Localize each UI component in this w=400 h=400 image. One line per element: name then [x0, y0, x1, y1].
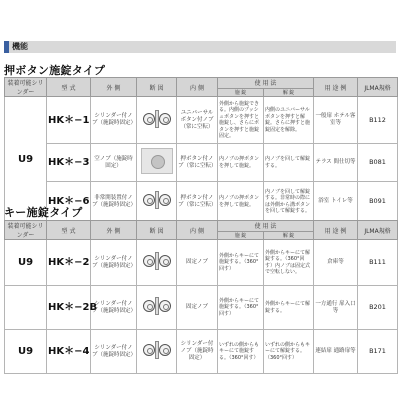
- example-cell: 倉庫等: [314, 240, 358, 286]
- spec-table-key-lock: [4, 220, 398, 374]
- model-cell: HK＊−2: [47, 240, 91, 286]
- example-cell: 一般扉 ホテル客室等: [314, 97, 358, 144]
- example-cell: テラス 間仕切等: [314, 144, 358, 182]
- unlock-usage-cell: 内側のユニバーサルボタンを押すと解錠。さらに押すと施錠固定を解除。: [264, 97, 314, 144]
- outer-cell: シリンダー付ノブ（施錠時固定）: [91, 286, 137, 330]
- diagram-cell: [137, 97, 177, 144]
- table-row: [5, 286, 398, 330]
- model-cell: HK＊−4: [47, 330, 91, 374]
- cylinder-cell: U9: [5, 240, 47, 286]
- unlock-usage-cell: 外側からキーにて解錠する。: [264, 286, 314, 330]
- outer-cell: 空ノブ（施錠時固定）: [91, 144, 137, 182]
- model-cell: HK＊−6: [47, 182, 91, 222]
- diagram-cell: [137, 286, 177, 330]
- knob-photo-icon: [141, 148, 173, 174]
- model-cell: HK＊−2B: [47, 286, 91, 330]
- outer-cell: シリンダー付ノブ（施錠時固定）: [91, 330, 137, 374]
- col-header-diagram: 断 図: [137, 221, 177, 240]
- top-margin: [0, 0, 400, 22]
- col-header-example: 用 途 例: [314, 78, 358, 97]
- col-header-outer: 外 側: [91, 221, 137, 240]
- col-header-jlma: JLMA規格: [358, 221, 398, 240]
- diagram-cell: [137, 182, 177, 222]
- outer-cell: シリンダー付ノブ（施錠時固定）: [91, 240, 137, 286]
- col-header-model: 型 式: [47, 221, 91, 240]
- section-label-bar: [4, 41, 396, 53]
- col-header-model: 型 式: [47, 78, 91, 97]
- spec-table-push-button: [4, 77, 398, 222]
- jlma-cell: B111: [358, 240, 398, 286]
- section-heading-key-lock: キー施錠タイプ: [4, 206, 83, 219]
- lock-usage-cell: 内ノブの押ボタンを押して施錠。: [218, 182, 264, 222]
- model-cell: HK＊−3: [47, 144, 91, 182]
- inner-cell: 押ボタン付ノブ（常に空転）: [177, 144, 218, 182]
- cylinder-cell: U9: [5, 330, 47, 374]
- col-header-inner: 内 側: [177, 221, 218, 240]
- lock-diagram-icon: [139, 108, 175, 130]
- col-header-jlma: JLMA規格: [358, 78, 398, 97]
- col-header-diagram: 断 図: [137, 78, 177, 97]
- lock-diagram-icon: [139, 339, 175, 361]
- table-row: [5, 330, 398, 374]
- example-cell: 一方通行 扉入口等: [314, 286, 358, 330]
- lock-usage-cell: 内ノブの押ボタンを押して施錠。: [218, 144, 264, 182]
- col-header-inner: 内 側: [177, 78, 218, 97]
- outer-cell: シリンダー付ノブ（施錠時固定）: [91, 97, 137, 144]
- col-header-usage: 使 用 法: [218, 78, 314, 89]
- diagram-cell: [137, 330, 177, 374]
- jlma-cell: B171: [358, 330, 398, 374]
- section-label: 機能: [12, 42, 28, 51]
- inner-cell: 固定ノブ: [177, 240, 218, 286]
- lock-diagram-icon: [139, 250, 175, 272]
- jlma-cell: B091: [358, 182, 398, 222]
- example-cell: 連結扉 通路扉等: [314, 330, 358, 374]
- lock-usage-cell: 外側からキーにて施錠する。（360°回す）: [218, 286, 264, 330]
- jlma-cell: B112: [358, 97, 398, 144]
- outer-cell: 非常開装置付ノブ（施錠時固定）: [91, 182, 137, 222]
- inner-cell: シリンダー付ノブ（施錠時固定）: [177, 330, 218, 374]
- cylinder-cell: [5, 286, 47, 330]
- section-heading-push-button: 押ボタン施錠タイプ: [4, 64, 106, 77]
- inner-cell: 押ボタン付ノブ（常に空転）: [177, 182, 218, 222]
- lock-diagram-icon: [139, 295, 175, 317]
- jlma-cell: B201: [358, 286, 398, 330]
- table-row: [5, 144, 398, 182]
- col-header-lock: 施 錠: [218, 88, 264, 96]
- inner-cell: ユニバーサルボタン付ノブ（常に空転）: [177, 97, 218, 144]
- diagram-cell: [137, 240, 177, 286]
- unlock-usage-cell: 内ノブを回して解錠する。非常時の際には外側から溝ボタンを回して解錠する。: [264, 182, 314, 222]
- col-header-unlock: 解 錠: [264, 231, 314, 239]
- col-header-outer: 外 側: [91, 78, 137, 97]
- lock-usage-cell: 外側から施錠できる。内側のプッシュボタンを押すと施錠し、さらにボタンを押すと施錠固定。: [218, 97, 264, 144]
- col-header-example: 用 途 例: [314, 221, 358, 240]
- lock-usage-cell: いずれの側からもキーにて施錠する。（360°回す）: [218, 330, 264, 374]
- col-header-usage: 使 用 法: [218, 221, 314, 232]
- lock-usage-cell: 外側からキーにて施錠する。（360°回す）: [218, 240, 264, 286]
- col-header-unlock: 解 錠: [264, 88, 314, 96]
- unlock-usage-cell: 内ノブを回して解錠する。: [264, 144, 314, 182]
- unlock-usage-cell: 外側からキーにて解錠する。（360°回す）内ノブは固定式で空転しない。: [264, 240, 314, 286]
- unlock-usage-cell: いずれの側からもキーにて解錠する。（360°回す）: [264, 330, 314, 374]
- model-cell: HK＊−1: [47, 97, 91, 144]
- jlma-cell: B081: [358, 144, 398, 182]
- inner-cell: 固定ノブ: [177, 286, 218, 330]
- col-header-lock: 施 錠: [218, 231, 264, 239]
- col-header-cylinder: 装着可能シリンダー: [5, 78, 47, 97]
- cylinder-cell: U9: [5, 97, 47, 222]
- col-header-cylinder: 装着可能シリンダー: [5, 221, 47, 240]
- table-row: [5, 240, 398, 286]
- diagram-cell: [137, 144, 177, 182]
- lock-diagram-icon: [139, 189, 175, 211]
- example-cell: 浴室 トイレ等: [314, 182, 358, 222]
- table-row: [5, 97, 398, 144]
